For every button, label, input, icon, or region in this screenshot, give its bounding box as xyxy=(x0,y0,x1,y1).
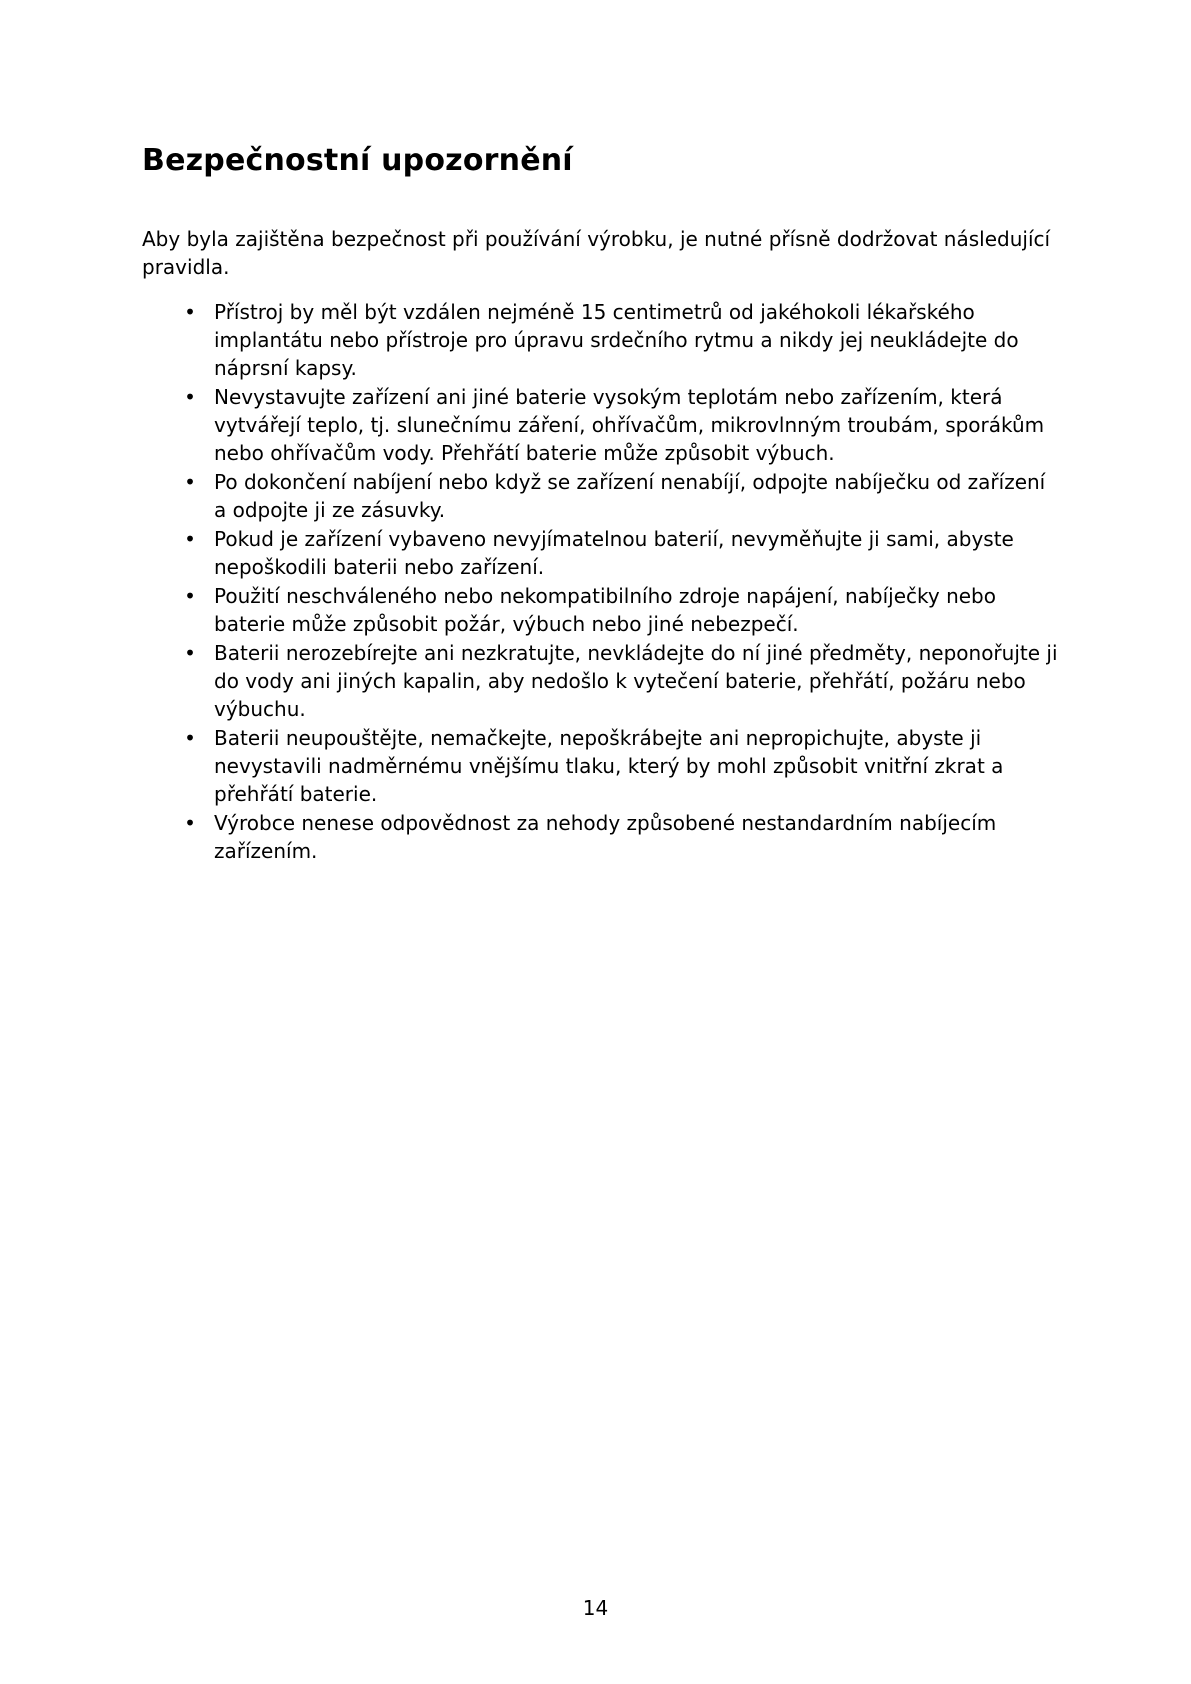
list-item xyxy=(142,724,1062,808)
list-item xyxy=(142,383,1062,467)
list-item xyxy=(142,298,1062,382)
bullet-icon: • xyxy=(184,726,196,750)
list-item-text: Výrobce nenese odpovědnost za nehody způsobené nestandardním nabíjecím zařízením. xyxy=(214,811,997,863)
list-item-text: Pokud je zařízení vybaveno nevyjímatelnou baterií, nevyměňujte ji sami, abyste nepoškodili baterii nebo zařízení. xyxy=(214,527,1014,579)
list-item xyxy=(142,809,1062,865)
bullet-icon: • xyxy=(184,385,196,409)
list-item-text: Baterii nerozebírejte ani nezkratujte, nevkládejte do ní jiné předměty, neponořujte ji do vody ani jiných kapalin, aby nedošlo k vytečení baterie, přehřátí, požáru nebo výbuchu. xyxy=(214,641,1058,721)
bullet-icon: • xyxy=(184,641,196,665)
bullet-icon: • xyxy=(184,584,196,608)
list-item-text: Baterii neupouštějte, nemačkejte, nepoškrábejte ani nepropichujte, abyste ji nevystavili nadměrnému vnějšímu tlaku, který by mohl způsobit vnitřní zkrat a přehřátí baterie. xyxy=(214,726,1004,806)
bullet-icon: • xyxy=(184,470,196,494)
bullet-icon: • xyxy=(184,300,196,324)
list-item-text: Nevystavujte zařízení ani jiné baterie vysokým teplotám nebo zařízením, která vytvářejí teplo, tj. slunečnímu záření, ohřívačům, mikrovlnným troubám, sporákům nebo ohřívačům vody. Přehřátí baterie může způsobit výbuch. xyxy=(214,385,1045,465)
page-title: Bezpečnostní upozornění xyxy=(142,143,573,178)
list-item-text: Po dokončení nabíjení nebo když se zařízení nenabíjí, odpojte nabíječku od zařízení a odpojte ji ze zásuvky. xyxy=(214,470,1046,522)
intro-paragraph: Aby byla zajištěna bezpečnost při používání výrobku, je nutné přísně dodržovat následující pravidla. xyxy=(142,227,1051,279)
list-item xyxy=(142,468,1062,524)
page-number: 14 xyxy=(582,1596,609,1620)
bullet-icon: • xyxy=(184,811,196,835)
list-item-text: Použití neschváleného nebo nekompatibilního zdroje napájení, nabíječky nebo baterie může způsobit požár, výbuch nebo jiné nebezpečí. xyxy=(214,584,996,636)
list-item-text: Přístroj by měl být vzdálen nejméně 15 centimetrů od jakéhokoli lékařského implantátu nebo přístroje pro úpravu srdečního rytmu a nikdy jej neukládejte do náprsní kapsy. xyxy=(214,300,1019,380)
safety-rules-list xyxy=(142,298,1062,866)
list-item xyxy=(142,582,1062,638)
bullet-icon: • xyxy=(184,527,196,551)
list-item xyxy=(142,639,1062,723)
list-item xyxy=(142,525,1062,581)
